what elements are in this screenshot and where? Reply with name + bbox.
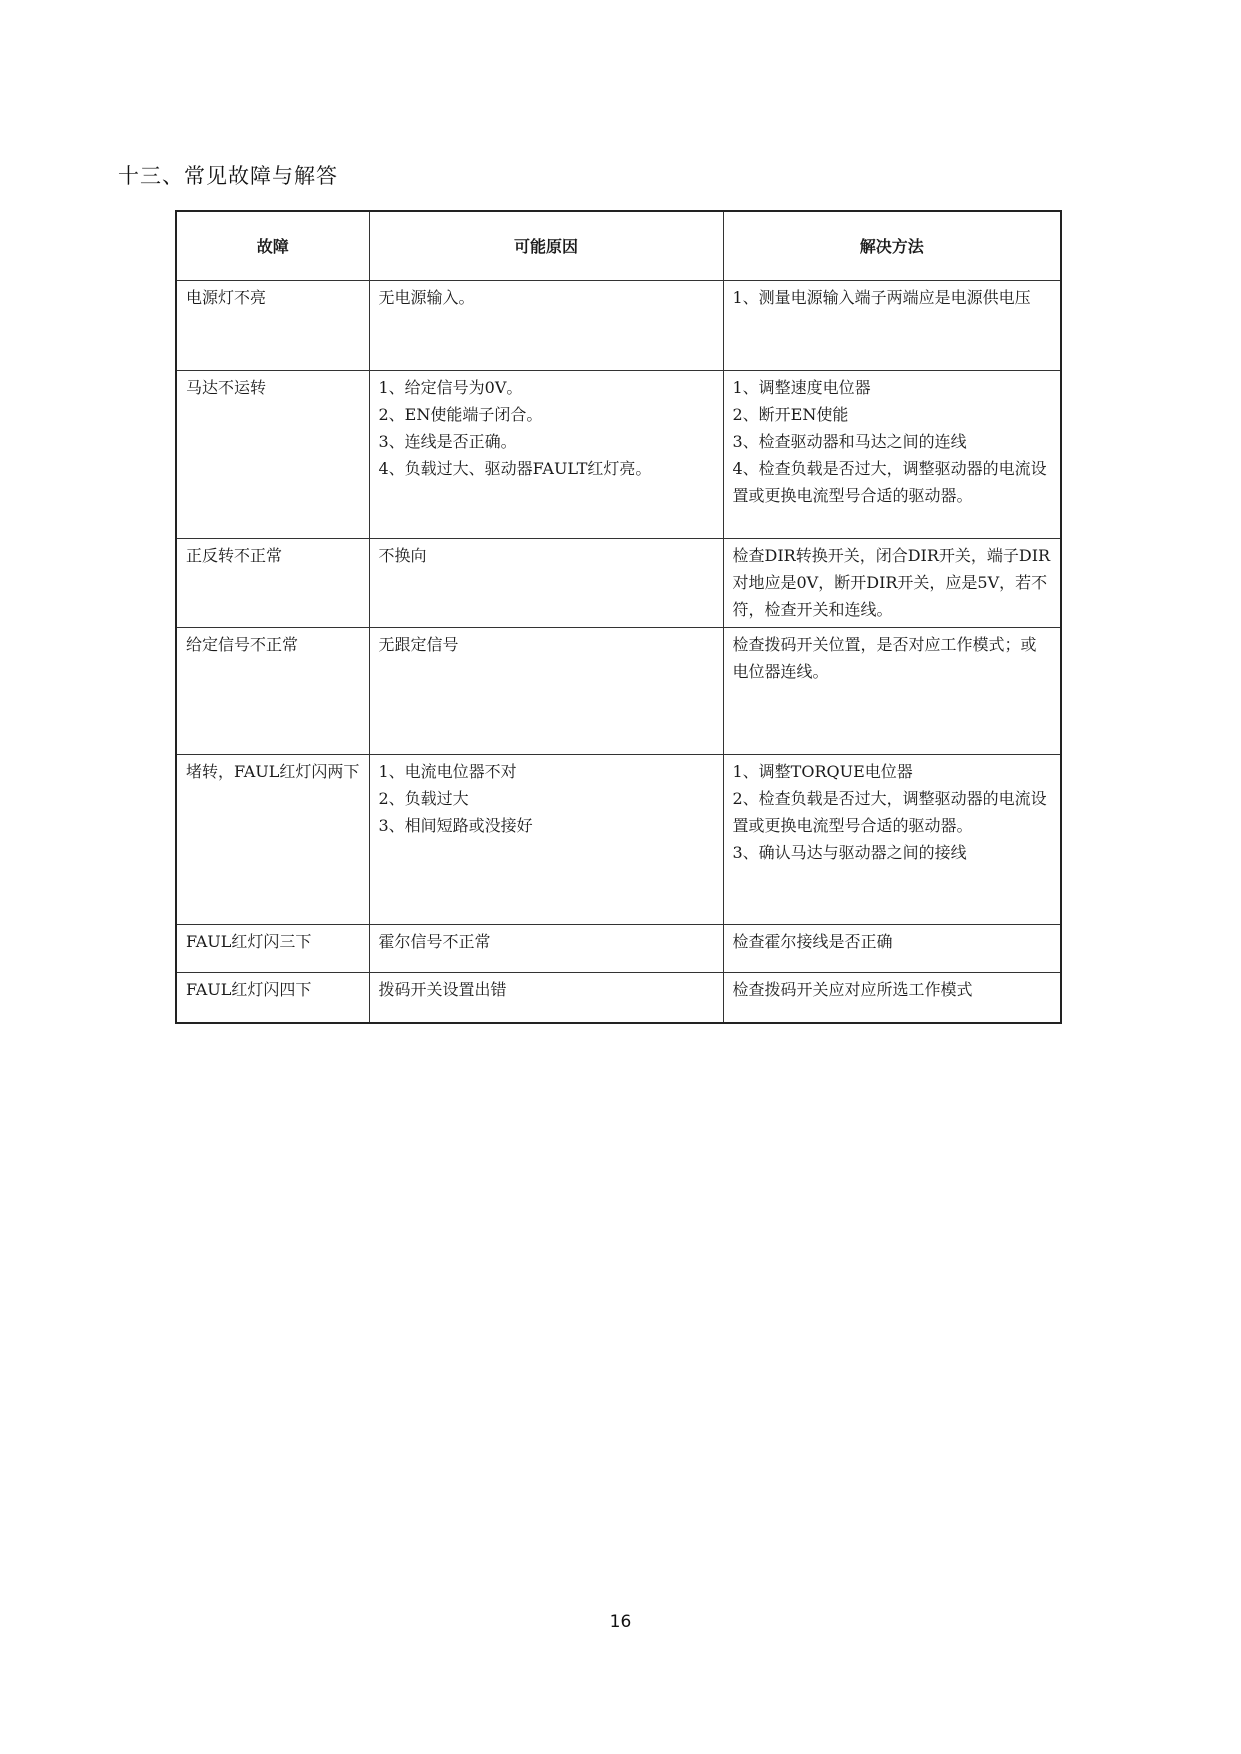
solution-line: 3、检查驱动器和马达之间的连线: [732, 432, 967, 451]
fault-line: 马达不运转: [186, 378, 267, 397]
fault-cell: [176, 371, 369, 539]
cause-line: 拨码开关设置出错: [378, 980, 507, 999]
fault-line: 堵转，FAUL红灯闪两下: [186, 762, 360, 781]
page-number: 16: [609, 1612, 632, 1632]
solution-line: 1、调整速度电位器: [732, 378, 871, 397]
cause-cell: [369, 539, 723, 628]
header-fault: 故障: [176, 211, 369, 281]
fault-line: 电源灯不亮: [186, 288, 267, 307]
cause-line: 1、给定信号为0V。: [378, 378, 523, 397]
cause-line: 无电源输入。: [378, 288, 475, 307]
cause-cell: [369, 628, 723, 755]
solution-line: 4、检查负载是否过大，调整驱动器的电流设置或更换电流型号合适的驱动器。: [732, 459, 1047, 505]
cause-cell: [369, 371, 723, 539]
fault-line: FAUL红灯闪三下: [186, 932, 312, 951]
fault-cell: [176, 925, 369, 973]
solution-cell: [723, 281, 1061, 371]
fault-line: 给定信号不正常: [186, 635, 299, 654]
fault-cell: [176, 755, 369, 925]
cause-line: 3、连线是否正确。: [378, 432, 517, 451]
solution-cell: [723, 371, 1061, 539]
table-row: [176, 371, 1061, 539]
cause-line: 1、电流电位器不对: [378, 762, 517, 781]
fault-line: 正反转不正常: [186, 546, 283, 565]
section-title: 十三、常见故障与解答: [118, 164, 338, 188]
table-header-row: [176, 211, 1061, 281]
fault-table: [175, 210, 1062, 1024]
solution-line: 1、调整TORQUE电位器: [732, 762, 913, 781]
solution-cell: [723, 925, 1061, 973]
cause-line: 4、负载过大、驱动器FAULT红灯亮。: [378, 459, 652, 478]
table-row: [176, 628, 1061, 755]
cause-cell: [369, 973, 723, 1023]
cause-line: 不换向: [378, 546, 427, 565]
header-solution: 解决方法: [723, 211, 1061, 281]
solution-cell: [723, 973, 1061, 1023]
table-row: [176, 973, 1061, 1023]
solution-line: 检查拨码开关应对应所选工作模式: [732, 980, 973, 999]
fault-cell: [176, 281, 369, 371]
cause-line: 3、相间短路或没接好: [378, 816, 533, 835]
solution-line: 2、断开EN使能: [732, 405, 849, 424]
solution-line: 检查DIR转换开关，闭合DIR开关，端子DIR对地应是0V，断开DIR开关，应是5V，若不符，检查开关和连线。: [732, 546, 1051, 619]
table-row: [176, 925, 1061, 973]
solution-line: 1、测量电源输入端子两端应是电源供电压: [732, 288, 1031, 307]
header-cause: 可能原因: [369, 211, 723, 281]
solution-cell: [723, 755, 1061, 925]
fault-cell: [176, 539, 369, 628]
cause-cell: [369, 925, 723, 973]
fault-line: FAUL红灯闪四下: [186, 980, 312, 999]
fault-cell: [176, 628, 369, 755]
table-row: [176, 281, 1061, 371]
solution-line: 检查霍尔接线是否正确: [732, 932, 893, 951]
table-row: [176, 755, 1061, 925]
table-row: [176, 539, 1061, 628]
solution-line: 检查拨码开关位置，是否对应工作模式；或电位器连线。: [732, 635, 1037, 681]
cause-line: 无跟定信号: [378, 635, 459, 654]
solution-cell: [723, 539, 1061, 628]
cause-cell: [369, 755, 723, 925]
cause-line: 2、EN使能端子闭合。: [378, 405, 543, 424]
solution-line: 3、确认马达与驱动器之间的接线: [732, 843, 967, 862]
solution-cell: [723, 628, 1061, 755]
cause-line: 霍尔信号不正常: [378, 932, 491, 951]
solution-line: 2、检查负载是否过大，调整驱动器的电流设置或更换电流型号合适的驱动器。: [732, 789, 1047, 835]
fault-cell: [176, 973, 369, 1023]
cause-cell: [369, 281, 723, 371]
cause-line: 2、负载过大: [378, 789, 469, 808]
